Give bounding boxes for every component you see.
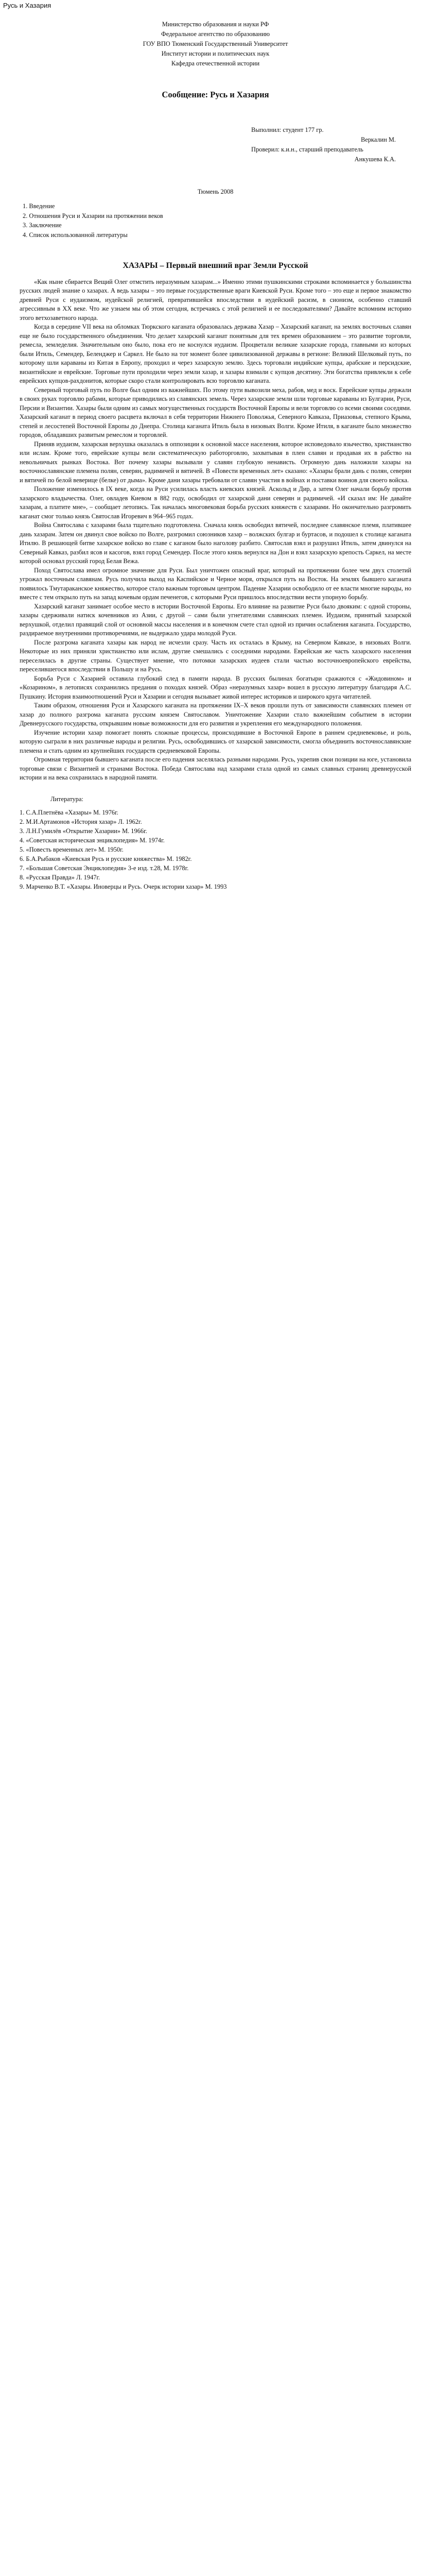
reference-item: 3. Л.Н.Гумилёв «Открытие Хазарии» М. 1966г. bbox=[20, 827, 147, 835]
institution-line: Министерство образования и науки РФ bbox=[162, 21, 269, 28]
reference-item: 9. Марченко В.Т. «Хазары. Иноверцы и Русь. Очерк истории хазар» М. 1993 bbox=[20, 883, 227, 890]
paragraph: Таким образом, отношения Руси и Хазарского каганата на протяжении IX–X веков прошли путь от зависимости славянских племен от хазар до полного разгрома каганата русским князем Святославом. Уничтожение Хазарии стало важнейшим событием в истории Древнерусского государства, открывшим новые возможности для его развития и укрепления его международного положения. bbox=[20, 702, 411, 727]
student-name: Веркалин М. bbox=[360, 135, 396, 143]
institution-line: ГОУ ВПО Тюменский Государственный Университет bbox=[143, 40, 288, 47]
paragraph: Когда в середине VII века на обломках Тюркского каганата образовалась держава Хазар – Хазарский каганат, на землях восточных славян еще не было государственного объединения. Что делает хазарский каганат понятным для тех времен образованием – это развитие торговли, ремесла, земледелия. Значительным оно было, пока его не коснулся иудаизм. Процветали великие хазарские города, главными из которых были Итиль, Семендер, Беленджер и Саркел. Не было на тот момент более цивилизованной державы в регионе: Великий Шелковый путь, по которому шли караваны из Китая в Европу, проходил и через хазарскую землю. Здесь торговали индийские купцы, арабские и персидские, византийские и еврейские. Торговые пути проходили через земли хазар, и хазары взимали с купцов десятину. Эти богатства привлекли к себе еврейских купцов-рахдонитов, которые скоро стали контролировать всю торговлю каганата. bbox=[20, 323, 411, 384]
paragraph: После разгрома каганата хазары как народ не исчезли сразу. Часть их осталась в Крыму, на Северном Кавказе, в низовьях Волги. Некоторые из них приняли христианство или ислам, другие смешались с соседними народами. Еврейская же часть хазарского населения переселилась в другие страны. Существует мнение, что потомки хазарских иудеев стали частью восточноевропейского еврейства, переселившегося впоследствии в Польшу и на Русь. bbox=[20, 638, 411, 673]
toc-item: 1. Введение bbox=[23, 202, 55, 210]
reference-item: 5. «Повесть временных лет» М. 1950г. bbox=[20, 846, 124, 853]
main-heading: ХАЗАРЫ – Первый внешний враг Земли Русской bbox=[123, 261, 308, 270]
institution-line: Кафедра отечественной истории bbox=[171, 60, 260, 67]
toc-item: 4. Список использованной литературы bbox=[23, 231, 128, 239]
checker-name: Анкушева К.А. bbox=[354, 155, 396, 163]
paragraph: Огромная территория бывшего каганата после его падения заселялась разными народами. Русь, укрепив свои позиции на юге, установила торговые связи с Византией и странами Востока. Победа Святослава над хазарами стала одной из самых славных страниц древнерусской истории и на века сохранилась в народной памяти. bbox=[20, 756, 411, 781]
document-title: Сообщение: Русь и Хазария bbox=[162, 90, 269, 99]
reference-item: 7. «Большая Советская Энциклопедия» 3-е изд. т.28, М. 1978г. bbox=[20, 865, 189, 872]
page-header-title: Русь и Хазария bbox=[3, 2, 51, 9]
document-body bbox=[20, 20, 411, 891]
paragraph: Положение изменилось в IX веке, когда на Руси усилилась власть киевских князей. Аскольд и Дир, а затем Олег начали борьбу против хазарского владычества. Олег, овладев Киевом в 882 году, освободил от хазарской дани северян и радимичей. «И сказал им: Не давайте хазарам, а платите мне», – сообщает летопись. Так началась многовековая борьба русских княжеств с хазарами. Но окончательно разгромить каганат смог только князь Святослав Игоревич в 964–965 годах. bbox=[20, 485, 411, 520]
reference-item: 4. «Советская историческая энциклопедия» М. 1974г. bbox=[20, 837, 165, 844]
paragraph: Приняв иудаизм, хазарская верхушка оказалась в оппозиции к основной массе населения, которое исповедовало язычество, христианство или ислам. Кроме того, еврейские купцы вели систематическую работорговлю, захватывая в плен славян и продавая их в рабство на невольничьих рынках Востока. Вот почему хазары вызывали у славян глубокую ненависть. Огромную дань наложили хазары на восточнославянские племена полян, северян, радимичей и вятичей. В «Повести временных лет» сказано: «Хазары брали дань с полян, северян и вятичей по белой веверице (белке) от дыма». Кроме дани хазары требовали от славян участия в войнах и поставки воинов для своего войска. bbox=[20, 440, 411, 484]
city-year: Тюмень 2008 bbox=[197, 188, 234, 195]
table-of-contents bbox=[20, 201, 411, 240]
paragraph: Борьба Руси с Хазарией оставила глубокий след в памяти народа. В русских былинах богатыри сражаются с «Жидовином» и «Козарином», в летописях сохранились предания о походах князей. Образ «неразумных хазар» вошел в русскую литературу благодаря А.С. Пушкину. История взаимоотношений Руси и Хазарии и сегодня вызывает живой интерес историков и широкого круга читателей. bbox=[20, 674, 411, 700]
page-header bbox=[0, 0, 436, 11]
references-title: Литература: bbox=[50, 795, 83, 803]
reference-item: 1. С.А.Плетнёва «Хазары» М. 1976г. bbox=[20, 809, 118, 816]
checker-label: Проверил: к.и.н., старший преподаватель bbox=[251, 145, 363, 153]
paragraph: Война Святослава с хазарами была тщательно подготовлена. Сначала князь освободил вятичей, последнее славянское племя, платившее дань хазарам. Затем он двинул свое войско по Волге, разгромил союзников хазар – волжских булгар и буртасов, и подошел к столице каганата Итилю. В решающей битве хазарское войско во главе с каганом было наголову разбито. Святослав взял и разрушил Итиль, затем двинулся на Северный Кавказ, разбил ясов и касогов, взял город Семендер. После этого князь вернулся на Дон и взял хазарскую крепость Саркел, на месте которой основал русский город Белая Вежа. bbox=[20, 521, 411, 565]
paragraph: «Как ныне сбирается Вещий Олег отмстить неразумным хазарам...» Именно этими пушкинскими строками вспоминается у большинства русских людей знание о хазарах. А ведь хазары – это первые государственные враги Киевской Руси. Кроме того – это еще и первое знакомство древней Руси с иудаизмом, иудейской религией, превратившейся впоследствии в иудейский расизм, в сионизм, особенно ставший агрессивным в XX веке. Что же узнаем мы об этом сегодня, встречаясь с этой религией и ее последователями? Давайте вспомним историю этого ветхозаветного народа. bbox=[20, 278, 411, 321]
paragraph: Хазарский каганат занимает особое место в истории Восточной Европы. Его влияние на развитие Руси было двояким: с одной стороны, хазары сдерживали натиск кочевников из Азии, с другой – сами были угнетателями славянских племен. Иудаизм, принятый хазарской верхушкой, отделил правящий слой от основной массы населения и в конечном счете стал одной из причин ослабления каганата. Государство, раздираемое внутренними противоречиями, не выдержало удара молодой Руси. bbox=[20, 602, 411, 637]
paragraph: Изучение истории хазар помогает понять сложные процессы, происходившие в Восточной Европе в раннем средневековье, и роль, которую сыграли в них различные народы и религии. Русь, освободившись от хазарской зависимости, смогла объединить восточнославянские племена и стать одним из крупнейших государств средневековой Европы. bbox=[20, 728, 411, 754]
reference-item: 6. Б.А.Рыбаков «Киевская Русь и русские княжества» М. 1982г. bbox=[20, 855, 192, 862]
reference-item: 8. «Русская Правда» Л. 1947г. bbox=[20, 874, 100, 881]
essay-body bbox=[20, 278, 411, 783]
institution-block bbox=[20, 20, 411, 69]
institution-line: Федеральное агентство по образованию bbox=[161, 30, 270, 38]
toc-item: 3. Заключение bbox=[23, 222, 62, 229]
signature-block bbox=[251, 125, 411, 164]
reference-item: 2. М.И.Артамонов «История хазар» Л. 1962г. bbox=[20, 818, 142, 825]
institution-line: Институт истории и политических наук bbox=[161, 50, 270, 57]
paragraph: Поход Святослава имел огромное значение для Руси. Был уничтожен опасный враг, который на протяжении более чем двух столетий угрожал восточным славянам. Русь получила выход на Каспийское и Черное моря, открылся путь на Восток. На землях бывшего каганата появилось Тмутараканское княжество, которое стало важным торговым центром. Падение Хазарии освободило от ее власти многие народы, но вместе с тем открыло путь на запад кочевым ордам печенегов, с которыми Руси пришлось впоследствии вести упорную борьбу. bbox=[20, 566, 411, 601]
student-label: Выполнил: студент 177 гр. bbox=[251, 126, 324, 133]
paragraph: Северный торговый путь по Волге был одним из важнейших. По этому пути вывозили меха, рабов, мед и воск. Еврейские купцы держали в своих руках торговлю рабами, которые приводились из славянских земель. Через хазарские земли шли торговые караваны из Булгарии, Руси, Персии и Византии. Хазары были одним из самых могущественных государств Восточной Европы и вели торговлю со всеми своими соседями. Хазарский каганат в период своего расцвета включал в себя территории Нижнего Поволжья, Северного Кавказа, Приазовья, степного Крыма, степей и лесостепей Восточной Европы до Днепра. Столица каганата Итиль была в низовьях Волги. Кроме Итиля, в каганате было множество городов, обладавших развитым ремеслом и торговлей. bbox=[20, 386, 411, 438]
references bbox=[20, 795, 411, 892]
toc-item: 2. Отношения Руси и Хазарии на протяжении веков bbox=[23, 212, 163, 219]
